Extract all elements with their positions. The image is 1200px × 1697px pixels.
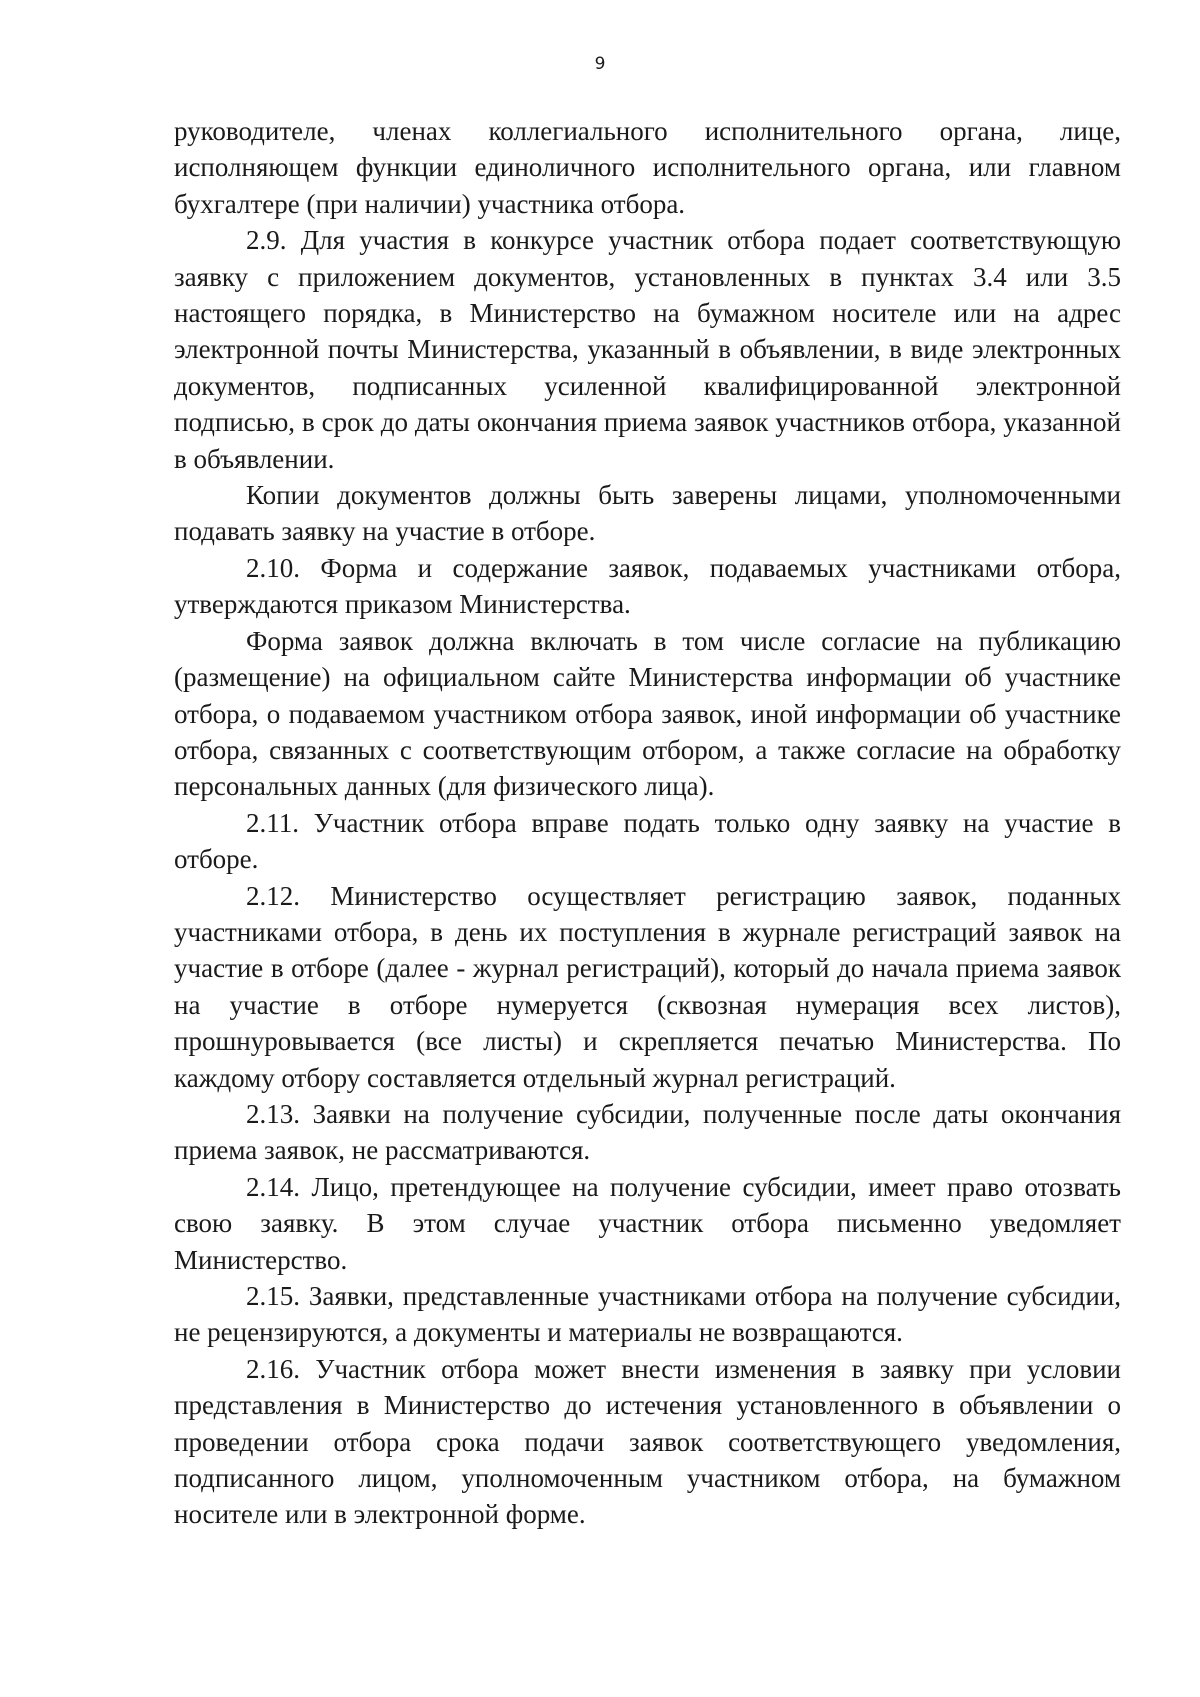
paragraph-2-15: 2.15. Заявки, представленные участниками отбора на получение субсидии, не рецензируются, а документы и материалы не возвращаются. bbox=[174, 1281, 1121, 1348]
paragraph-2-13: 2.13. Заявки на получение субсидии, полученные после даты окончания приема заявок, не рассматриваются. bbox=[174, 1098, 1121, 1166]
page-number: 9 bbox=[594, 54, 606, 74]
paragraph-2-11: 2.11. Участник отбора вправе подать только одну заявку на участие в отборе. bbox=[174, 807, 1121, 875]
paragraph-2-10: 2.10. Форма и содержание заявок, подаваемых участниками отбора, утверждаются приказом Министерства. bbox=[174, 552, 1121, 620]
paragraph-2-14: 2.14. Лицо, претендующее на получение субсидии, имеет право отозвать свою заявку. В этом случае участник отбора письменно уведомляет Министерство. bbox=[174, 1171, 1121, 1275]
paragraph-2-12: 2.12. Министерство осуществляет регистрацию заявок, поданных участниками отбора, в день их поступления в журнале регистраций заявок на участие в отборе (далее - журнал регистраций), который до начала приема заявок на участие в отборе нумеруется (сквозная нумерация всех листов), прошнуровывается (все листы) и скрепляется печатью Министерства. По каждому отбору составляется отдельный журнал регистраций. bbox=[174, 880, 1121, 1093]
document-body bbox=[174, 113, 1121, 1533]
paragraph-application-form: Форма заявок должна включать в том числе согласие на публикацию (размещение) на официальном сайте Министерства информации об участнике отбора, о подаваемом участником отбора заявок, иной информации об участнике отбора, связанных с соответствующим отбором, а также согласие на обработку персональных данных (для физического лица). bbox=[174, 625, 1121, 802]
paragraph-2-9: 2.9. Для участия в конкурсе участник отбора подает соответствующую заявку с приложением документов, установленных в пунктах 3.4 или 3.5 настоящего порядка, в Министерство на бумажном носителе или на адрес электронной почты Министерства, указанный в объявлении, в виде электронных документов, подписанных усиленной квалифицированной электронной подписью, в срок до даты окончания приема заявок участников отбора, указанной в объявлении. bbox=[174, 225, 1121, 474]
paragraph-continuation: руководителе, членах коллегиального исполнительного органа, лице, исполняющем функции единоличного исполнительного органа, или главном бухгалтере (при наличии) участника отбора. bbox=[174, 116, 1121, 219]
paragraph-document-copies: Копии документов должны быть заверены лицами, уполномоченными подавать заявку на участие в отборе. bbox=[174, 480, 1121, 547]
paragraph-2-16: 2.16. Участник отбора может внести изменения в заявку при условии представления в Министерство до истечения установленного в объявлении о проведении отбора срока подачи заявок соответствующего уведомления, подписанного лицом, уполномоченным участником отбора, на бумажном носителе или в электронной форме. bbox=[174, 1353, 1121, 1530]
